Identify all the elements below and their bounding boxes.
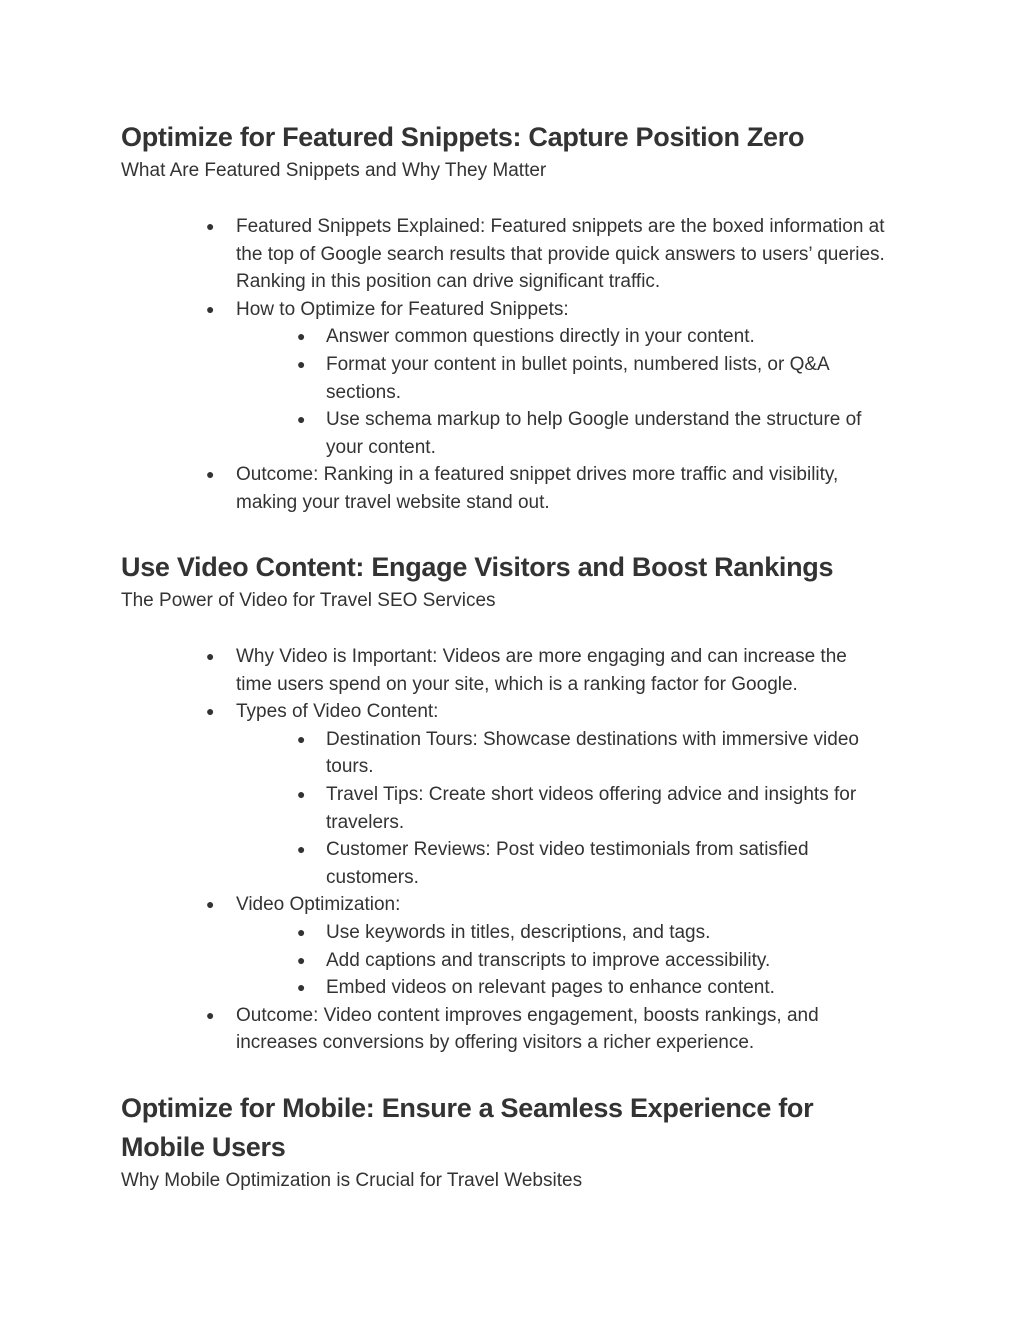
list-item-text: Outcome: Video content improves engagement, boosts rankings, and increases conversions by offering visitors a richer experience. xyxy=(236,1004,819,1054)
list-item-text: Featured Snippets Explained: Featured snippets are the boxed information at the top of Google search results that provide quick answers to users’ queries. Ranking in this position can drive significant traffic. xyxy=(236,216,885,293)
list-item-text: Outcome: Ranking in a featured snippet drives more traffic and visibility, making your travel website stand out. xyxy=(236,464,839,513)
list-item xyxy=(0,643,901,698)
sub-list-item xyxy=(236,836,901,891)
section-featured-snippets xyxy=(121,118,901,517)
sub-list-item xyxy=(236,323,901,351)
sub-list-item-text: Use schema markup to help Google understand the structure of your content. xyxy=(326,409,862,458)
bullet-icon: ● xyxy=(206,218,215,234)
section-mobile xyxy=(121,1089,841,1195)
list-item-text: How to Optimize for Featured Snippets: xyxy=(236,298,569,320)
bullet-icon: ● xyxy=(206,703,215,720)
bullet-icon: ● xyxy=(297,411,306,428)
sub-list-item-text: Format your content in bullet points, numbered lists, or Q&A sections. xyxy=(326,353,829,403)
sub-list-item-text: Destination Tours: Showcase destinations with immersive video tours. xyxy=(326,728,859,778)
sub-list-item-text: Answer common questions directly in your content. xyxy=(326,326,755,348)
section-subtitle: The Power of Video for Travel SEO Services xyxy=(121,590,496,611)
sub-bullet-list xyxy=(236,323,901,461)
sub-list-item xyxy=(236,406,901,461)
sub-list-item xyxy=(236,919,901,947)
bullet-icon: ● xyxy=(297,841,306,858)
list-item xyxy=(0,698,901,891)
bullet-icon: ● xyxy=(206,896,215,913)
sub-list-item xyxy=(236,947,901,975)
bullet-list xyxy=(0,643,901,1057)
sub-bullet-list xyxy=(236,919,901,1002)
bullet-icon: ● xyxy=(206,300,215,317)
sub-list-item-text: Embed videos on relevant pages to enhance content. xyxy=(326,977,775,999)
bullet-icon: ● xyxy=(297,328,306,345)
list-item-text: Video Optimization: xyxy=(236,894,401,916)
list-item xyxy=(0,296,901,462)
section-heading: Optimize for Featured Snippets: Capture Position Zero xyxy=(121,122,805,152)
sub-bullet-list xyxy=(236,726,901,892)
list-item xyxy=(0,213,901,296)
list-item-text: Why Video is Important: Videos are more engaging and can increase the time users spend on your site, which is a ranking factor for Google. xyxy=(236,646,847,695)
bullet-icon: ● xyxy=(297,785,306,802)
bullet-icon: ● xyxy=(297,730,306,747)
sub-list-item-text: Use keywords in titles, descriptions, and tags. xyxy=(326,921,711,943)
section-heading: Optimize for Mobile: Ensure a Seamless Experience for Mobile Users xyxy=(121,1093,814,1162)
list-item-text: Types of Video Content: xyxy=(236,701,439,723)
sub-list-item-text: Add captions and transcripts to improve accessibility. xyxy=(326,949,771,971)
sub-list-item xyxy=(236,726,901,781)
list-item xyxy=(0,461,901,516)
bullet-icon: ● xyxy=(206,648,215,664)
list-item xyxy=(0,891,901,1001)
sub-list-item-text: Travel Tips: Create short videos offering advice and insights for travelers. xyxy=(326,783,857,833)
section-heading: Use Video Content: Engage Visitors and Boost Rankings xyxy=(121,552,834,582)
bullet-icon: ● xyxy=(297,355,306,372)
bullet-icon: ● xyxy=(297,923,306,940)
bullet-icon: ● xyxy=(297,951,306,968)
sub-list-item xyxy=(236,351,901,406)
sub-list-item xyxy=(236,781,901,836)
bullet-icon: ● xyxy=(206,466,215,483)
bullet-list xyxy=(0,213,901,517)
section-subtitle: What Are Featured Snippets and Why They Matter xyxy=(121,160,547,181)
list-item xyxy=(0,1002,901,1057)
sub-list-item-text: Customer Reviews: Post video testimonials from satisfied customers. xyxy=(326,839,809,888)
bullet-icon: ● xyxy=(206,1006,215,1023)
bullet-icon: ● xyxy=(297,979,306,996)
section-subtitle: Why Mobile Optimization is Crucial for Travel Websites xyxy=(121,1170,583,1191)
section-video-content xyxy=(121,548,901,1057)
sub-list-item xyxy=(236,974,901,1002)
